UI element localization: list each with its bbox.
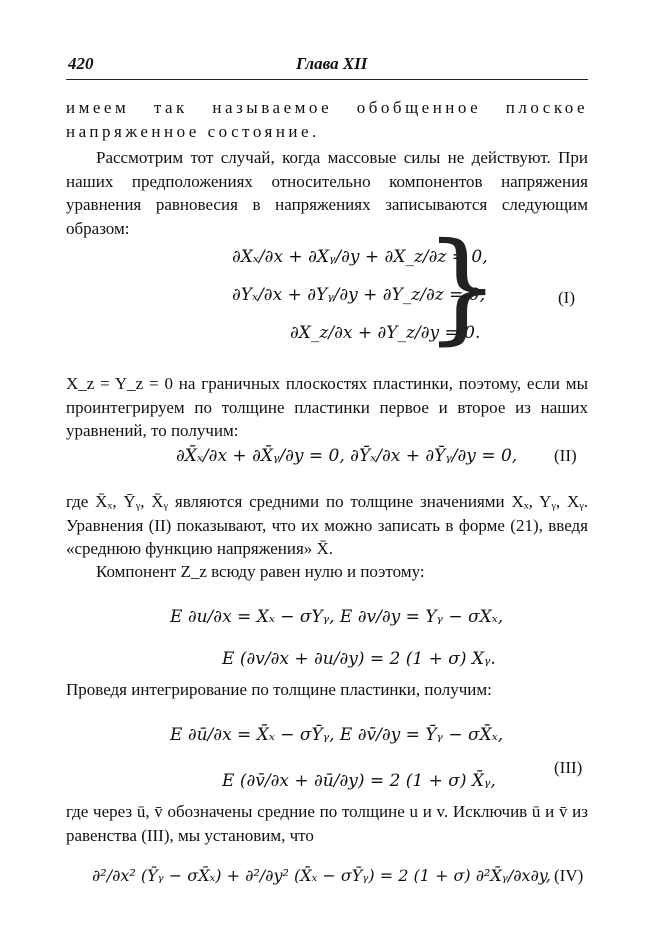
paragraph-5: Компонент Z_z всюду равен нулю и поэтому:: [96, 562, 425, 581]
paragraph-6: Проведя интегрирование по толщине пластинки, получим:: [66, 680, 492, 699]
equation-II: ∂X̄ₓ/∂x + ∂X̄ᵧ/∂y = 0, ∂Ȳₓ/∂x + ∂Ȳᵧ/∂y = 0,: [176, 446, 518, 466]
equation-strain-line-2: E (∂v/∂x + ∂u/∂y) = 2 (1 + σ) Xᵧ.: [222, 649, 496, 669]
paragraph-3: X_z = Y_z = 0 на граничных плоскостях пластинки, поэтому, если мы проинтегрируем по толщине пластинки первое и второе из наших уравнений, то получим:: [66, 374, 588, 440]
equation-II-label: (II): [554, 446, 577, 465]
equation-III-line-2: E (∂v̄/∂x + ∂ū/∂y) = 2 (1 + σ) X̄ᵧ,: [222, 771, 496, 791]
paragraph-1: имеем так называемое обобщенное плоское напряженное состояние.: [66, 98, 588, 141]
equation-I-line-2: ∂Yₓ/∂x + ∂Yᵧ/∂y + ∂Y_z/∂z = 0,: [232, 285, 486, 305]
equation-IV-label: (IV): [554, 866, 584, 885]
equation-IV: ∂²/∂x² (Ȳᵧ − σX̄ₓ) + ∂²/∂y² (X̄ₓ − σȲᵧ) = 2 (1 + σ) ∂²X̄ᵧ/∂x∂y,: [92, 866, 551, 885]
paragraph-2: Рассмотрим тот случай, когда массовые силы не действуют. При наших предположениях относительно компонентов напряжения уравнения равновесия в напряжениях записываются следующим образом:: [66, 148, 588, 238]
equation-III-line-1: E ∂ū/∂x = X̄ₓ − σȲᵧ, E ∂v̄/∂y = Ȳᵧ − σX̄ₓ,: [170, 725, 504, 745]
equation-I-label: (I): [558, 288, 575, 307]
chapter-title: Глава XII: [296, 54, 368, 73]
paragraph-4: где X̄ₓ, Ȳᵧ, X̄ᵧ являются средними по толщине значениями Xₓ, Yᵧ, Xᵧ. Уравнения (II) показывают, что их можно записать в форме (21), введя «среднюю функцию напряжения» X̄.: [66, 492, 588, 558]
equation-strain: [170, 596, 503, 680]
page-number: 420: [68, 54, 94, 73]
equation-I-line-3: ∂X_z/∂x + ∂Y_z/∂y = 0.: [290, 323, 481, 343]
header-rule: [66, 79, 588, 80]
paragraph-7: где через ū, v̄ обозначены средние по толщине u и v. Исключив ū и v̄ из равенства (III), мы установим, что: [66, 802, 588, 845]
equation-strain-line-1: E ∂u/∂x = Xₓ − σYᵧ, E ∂v/∂y = Yᵧ − σXₓ,: [170, 607, 504, 627]
equation-I-line-1: ∂Xₓ/∂x + ∂Xᵧ/∂y + ∂X_z/∂z = 0,: [232, 247, 488, 267]
equation-III-label: (III): [554, 758, 583, 777]
equation-III: [170, 712, 503, 804]
right-brace: }: [424, 218, 501, 357]
